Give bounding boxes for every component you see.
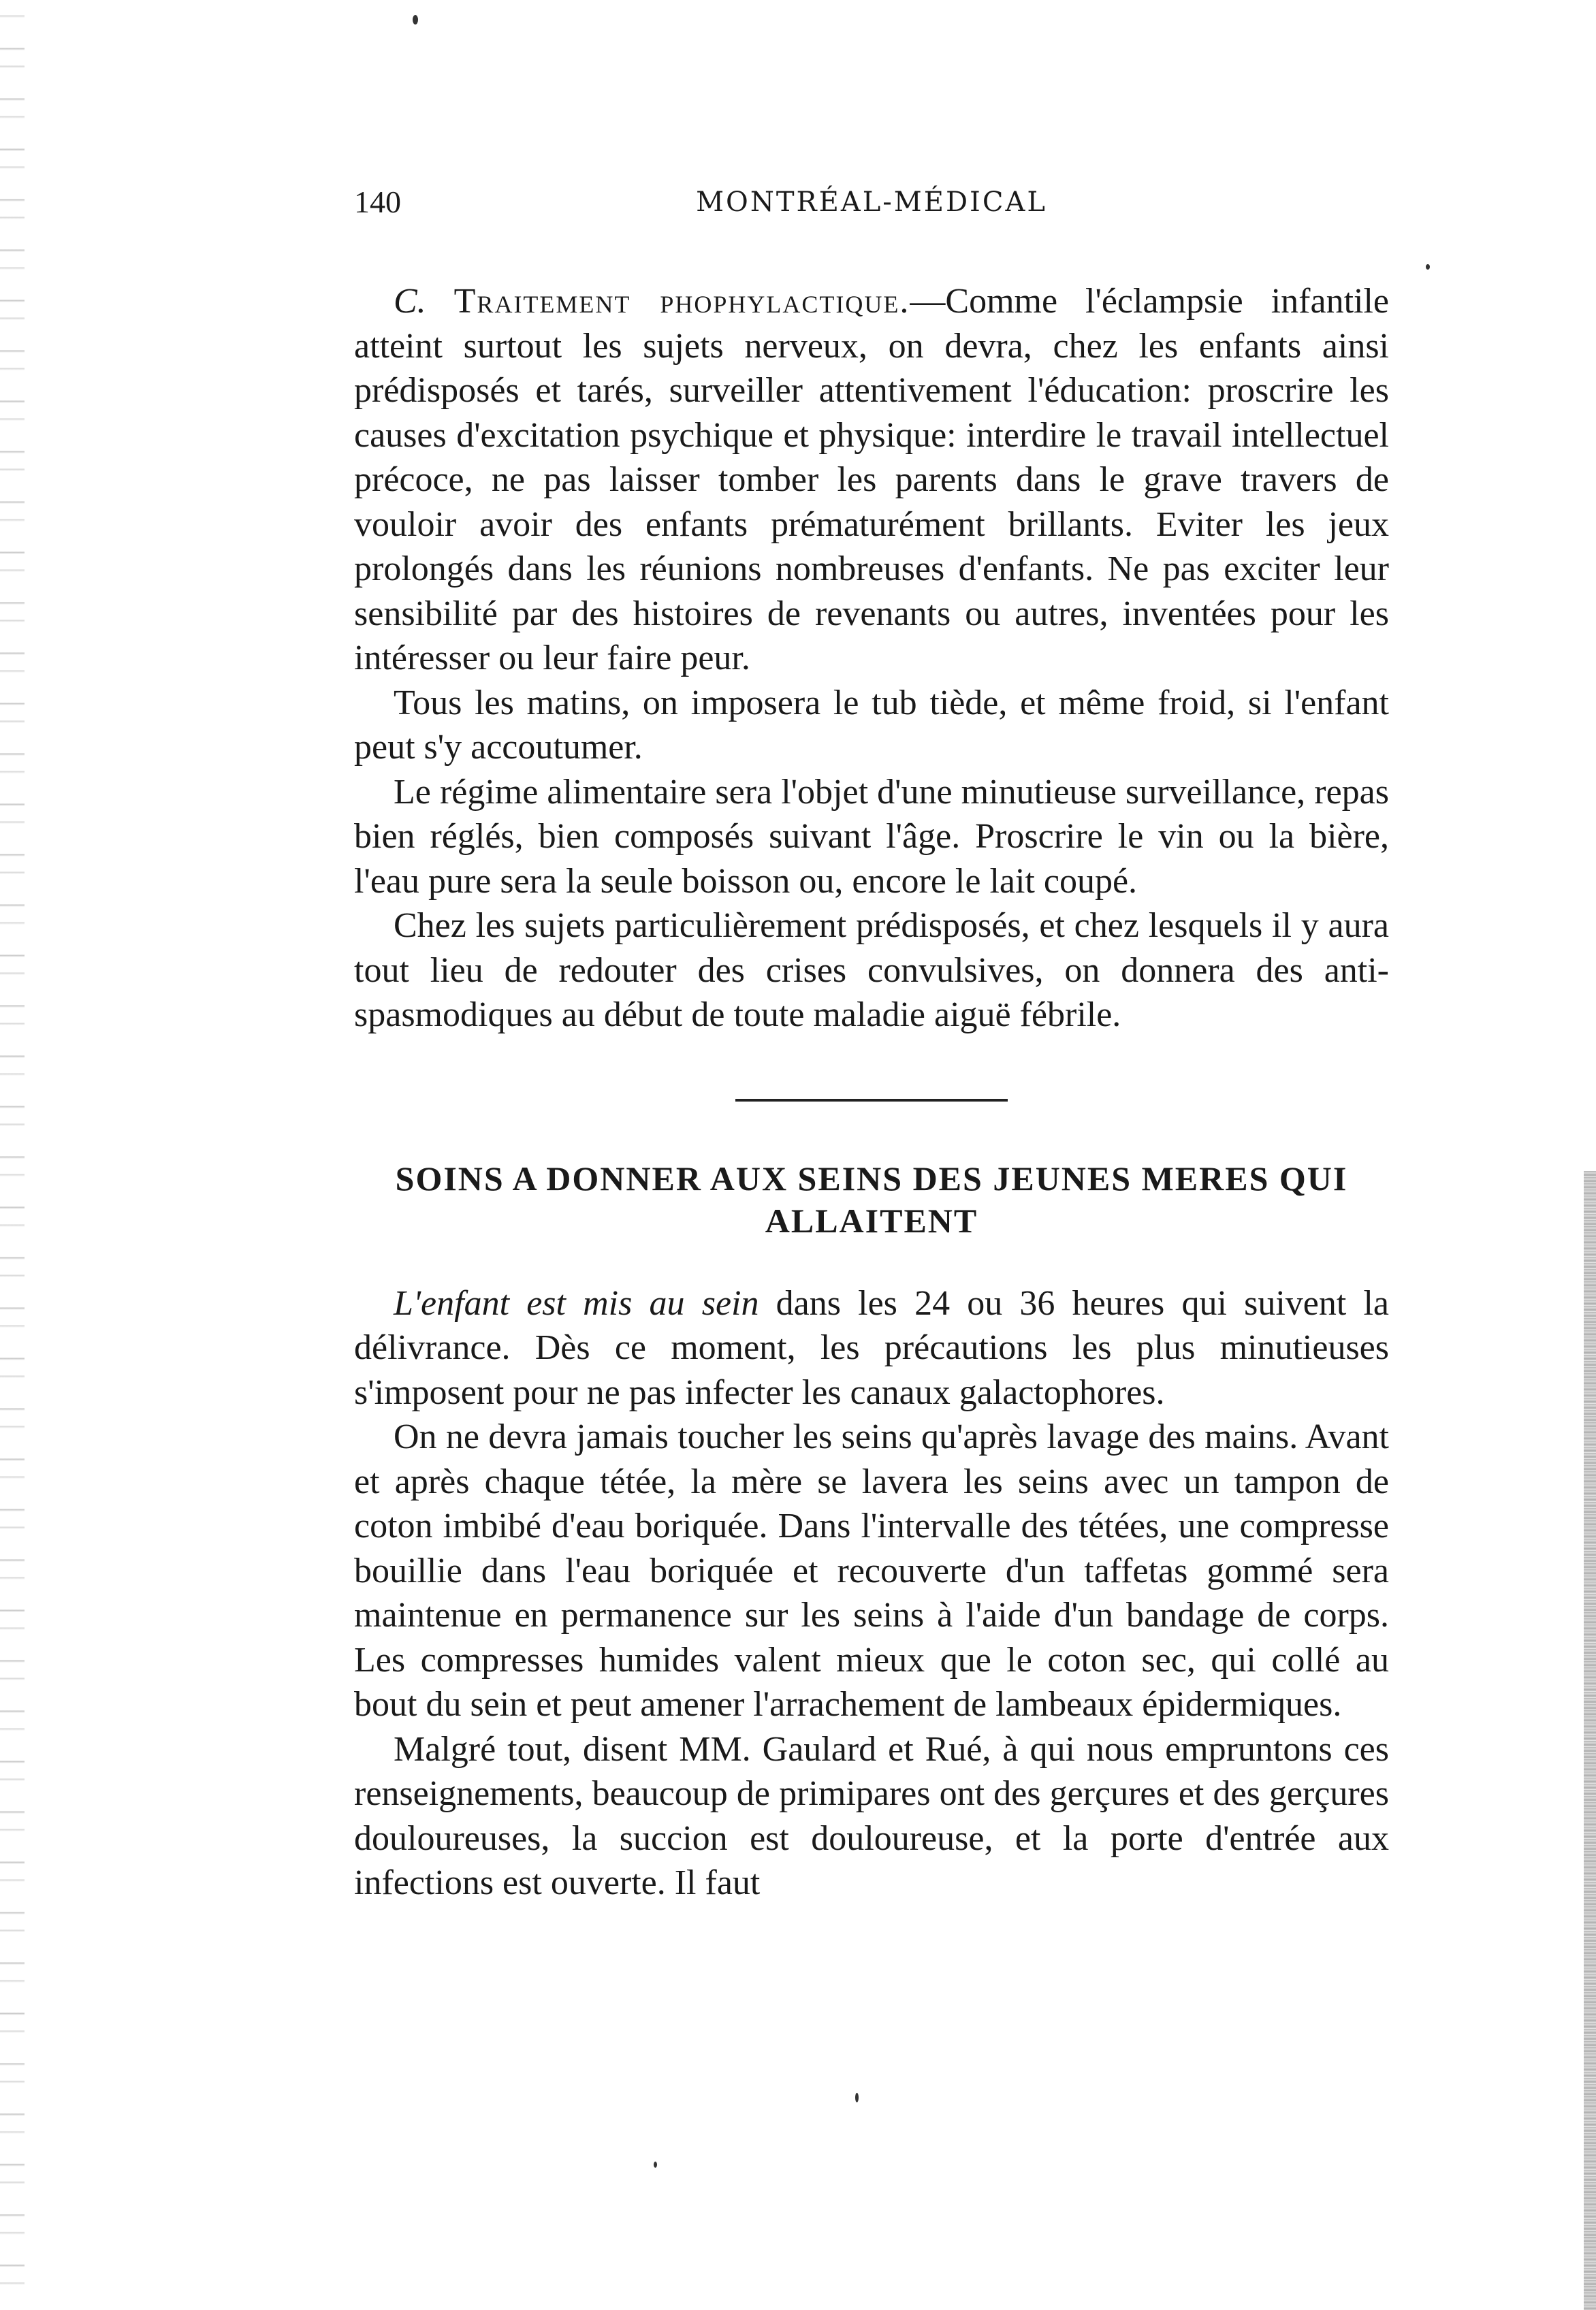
page-number: 140 [354,185,401,219]
paragraph-traitement-intro [354,279,1389,681]
section-divider [735,1099,1008,1102]
subsection-heading: Traitement phophylactique. [453,282,910,321]
scan-speck [413,15,418,25]
scan-edge-right [1584,1171,1596,2310]
paragraph-tub: Tous les matins, on imposera le tub tiède, et même froid, si l'enfant peut s'y accoutumer. [354,683,1389,767]
paragraph-gercures: Malgré tout, disent MM. Gaulard et Rué, à qui nous empruntons ces renseignements, beaucoup de primipares ont des gerçures et des gerçures douloureuses, la succion est douloureuse, et la porte d'entrée aux infections est ouverte. Il faut [354,1729,1389,1902]
italic-lead: L'enfant est mis au sein [394,1283,759,1323]
section-title-line-1: SOINS A DONNER AUX SEINS DES JEUNES MERES QUI [395,1159,1348,1198]
running-head [354,184,1389,231]
scan-speck [1426,264,1430,270]
journal-title: MONTRÉAL-MÉDICAL [696,187,1047,218]
paragraph-text: —Comme l'éclampsie infantile atteint surtout les sujets nerveux, on devra, chez les enfants ainsi prédisposés et tarés, surveiller attentivement l'éducation: proscrire les causes d'excitation psychique et physique: interdire le travail intellectuel précoce, ne pas laisser tomber les parents dans le grave travers de vouloir avoir des enfants prématurément brillants. Eviter les jeux prolongés dans les réunions nombreuses d'enfants. Ne pas exciter leur sensibilité par des histoires de revenants ou autres, inventées pour les intéresser ou leur faire peur. [354,282,1389,677]
subsection-letter: C. [394,282,426,321]
paragraph-lavage: On ne devra jamais toucher les seins qu'après lavage des mains. Avant et après chaque tétée, la mère se lavera les seins avec un tampon de coton imbibé d'eau boriquée. Dans l'intervalle des tétées, une compresse bouillie dans l'eau boriquée et recouverte d'un taffetas gommé sera maintenue en permanence sur les seins à l'aide d'un bandage de corps. Les compresses humides valent mieux que le coton sec, qui collé au bout du sein et peut amener l'arrachement de lambeaux épidermiques. [354,1417,1389,1724]
paragraph-text: dans les 24 ou 36 heures qui suivent la délivrance. Dès ce moment, les précautions les plus minutieuses s'imposent pour ne pas infecter les canaux galactophores. [354,1283,1389,1412]
book-page [354,184,1389,1906]
paragraph-mise-au-sein [354,1281,1389,1415]
scan-edge-left [0,0,25,2310]
paragraph-antispasmodiques: Chez les sujets particulièrement prédisposés, et chez lesquels il y aura tout lieu de redouter des crises convulsives, on donnera des anti-spasmodiques au début de toute maladie aiguë fébrile. [354,906,1389,1034]
section-title [354,1157,1389,1242]
scan-speck [855,2093,859,2102]
paragraph-regime: Le régime alimentaire sera l'objet d'une minutieuse surveillance, repas bien réglés, bien composés suivant l'âge. Proscrire le vin ou la bière, l'eau pure sera la seule boisson ou, encore le lait coupé. [354,772,1389,901]
scan-speck [654,2162,657,2168]
section-body [354,1281,1389,1906]
section-title-line-2: ALLAITENT [765,1201,978,1240]
